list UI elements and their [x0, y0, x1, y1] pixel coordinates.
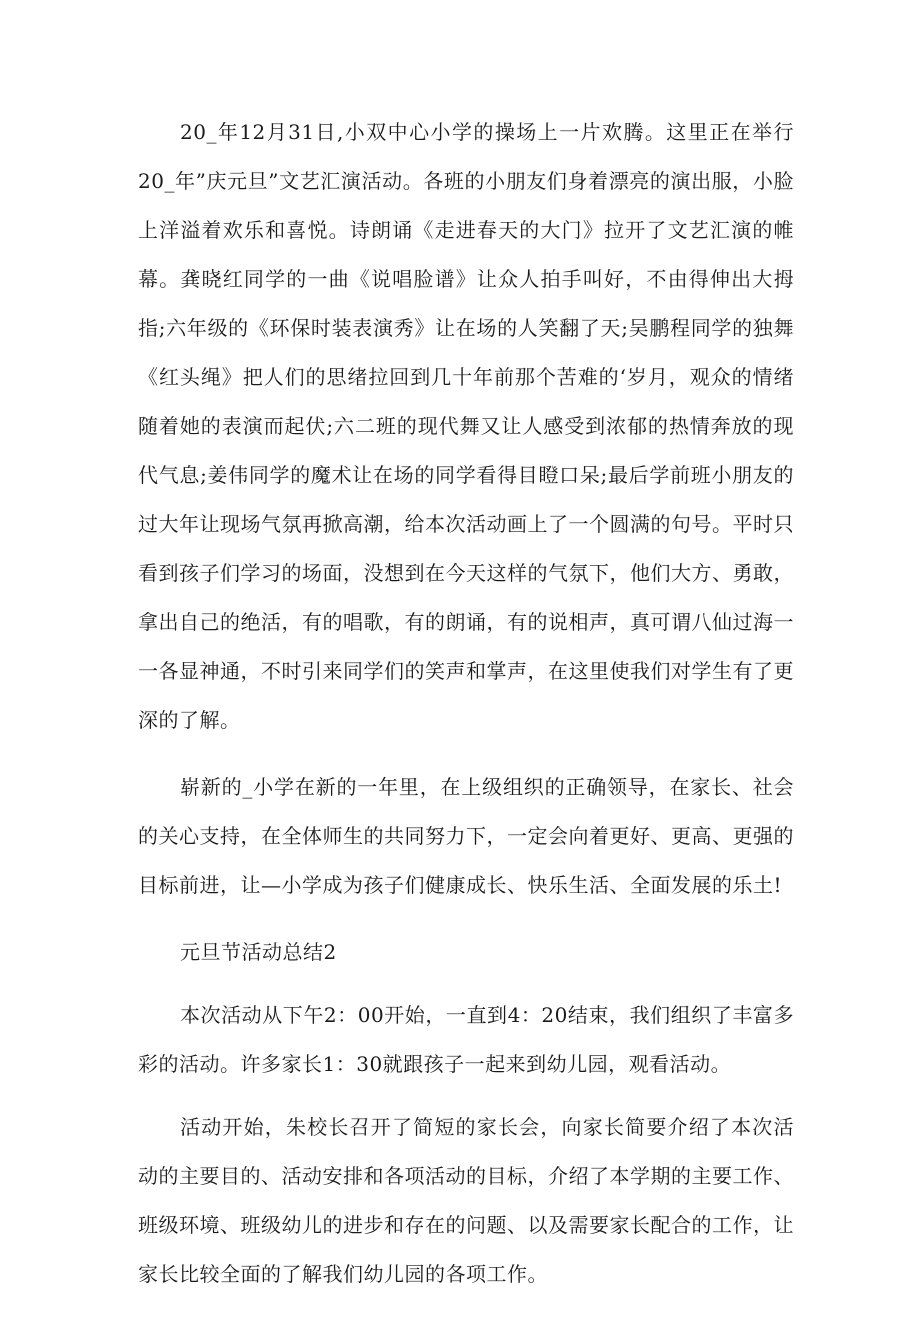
paragraph-parent-meeting: 活动开始，朱校长召开了简短的家长会，向家长简要介绍了本次活动的主要目的、活动安排和各项活动的目标，介绍了本学期的主要工作、班级环境、班级幼儿的进步和存在的问题、以及需要家长配合的工作，让家长比较全面的了解我们幼儿园的各项工作。 — [138, 1115, 794, 1286]
paragraph-new-year-performance: 20_年12月31日,小双中心小学的操场上一片欢腾。这里正在举行20_年”庆元旦”文艺汇演活动。各班的小朋友们身着漂亮的演出服，小脸上洋溢着欢乐和喜悦。诗朗诵《走进春天的大门》拉开了文艺汇演的帷幕。龚晓红同学的一曲《说唱脸谱》让众人拍手叫好，不由得伸出大拇指;六年级的《环保时装表演秀》让在场的人笑翻了天;吴鹏程同学的独舞《红头绳》把人们的思绪拉回到几十年前那个苦难的‘岁月，观众的情绪随着她的表演而起伏;六二班的现代舞又让人感受到浓郁的热情奔放的现代气息;姜伟同学的魔术让在场的同学看得目瞪口呆;最后学前班小朋友的过大年让现场气氛再掀高潮，给本次活动画上了一个圆满的句号。平时只看到孩子们学习的场面，没想到在今天这样的气氛下，他们大方、勇敢，拿出自己的绝活，有的唱歌，有的朗诵，有的说相声，真可谓八仙过海一一各显神通，不时引来同学们的笑声和掌声，在这里使我们对学生有了更深的了解。 — [138, 120, 794, 732]
section-title: 元旦节活动总结2 — [180, 940, 337, 964]
paragraph-school-outlook: 崭新的_小学在新的一年里，在上级组织的正确领导，在家长、社会的关心支持，在全体师生的共同努力下，一定会向着更好、更高、更强的目标前进，让—小学成为孩子们健康成长、快乐生活、全面发展的乐土! — [138, 775, 794, 897]
paragraph-activity-time: 本次活动从下午2：00开始，一直到4：20结束，我们组织了丰富多彩的活动。许多家长1：30就跟孩子一起来到幼儿园，观看活动。 — [138, 1003, 794, 1076]
document-body — [138, 108, 794, 1317]
